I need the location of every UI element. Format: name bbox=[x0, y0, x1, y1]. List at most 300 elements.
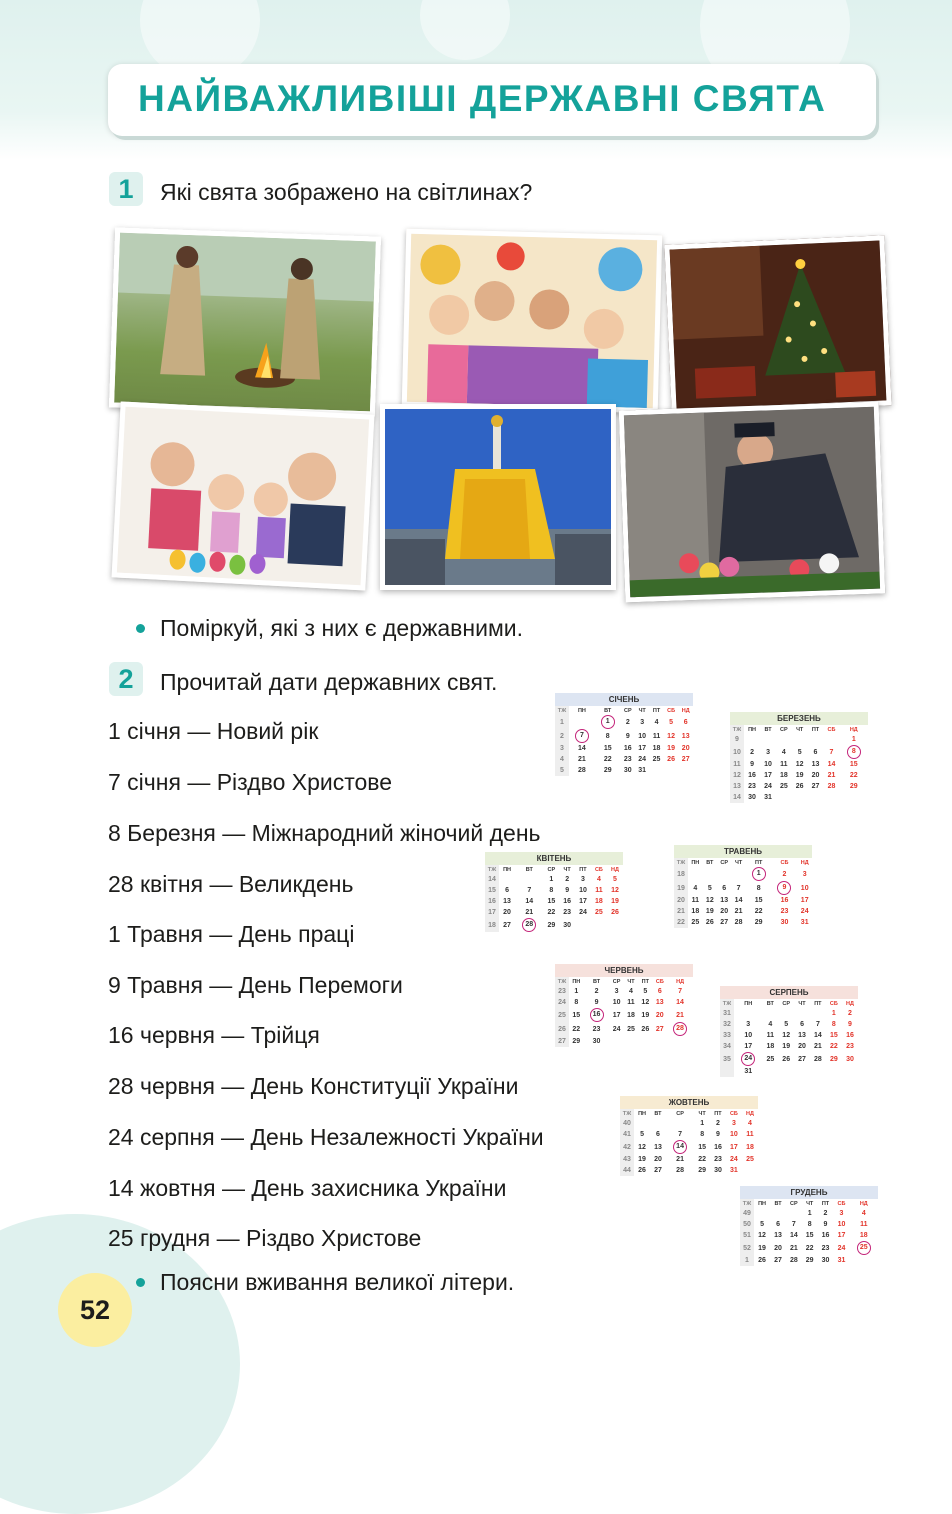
calendar-day: 21 bbox=[827, 772, 836, 779]
calendar-weekday: ВТ bbox=[774, 1200, 782, 1207]
calendar-day bbox=[810, 1066, 826, 1077]
calendar-day bbox=[792, 734, 808, 745]
calendar-day: 31 bbox=[764, 794, 772, 801]
calendar-week-number: 33 bbox=[720, 1030, 734, 1041]
calendar-week-number: 9 bbox=[730, 734, 744, 745]
calendar-day: 28 bbox=[813, 1055, 822, 1063]
calendar-weekday: СБ bbox=[780, 859, 789, 866]
calendar-week-number: 25 bbox=[555, 1008, 569, 1022]
calendar-day: 17 bbox=[744, 1043, 753, 1050]
calendar-week-number: 11 bbox=[730, 759, 744, 770]
calendar-day bbox=[575, 918, 591, 932]
calendar-day bbox=[667, 1022, 693, 1036]
calendar-day: 24 bbox=[730, 1156, 738, 1163]
calendar-day bbox=[762, 1008, 778, 1019]
calendar-day: 8 bbox=[756, 884, 761, 892]
calendar-weekday: СБ bbox=[667, 707, 676, 714]
calendar-day: 20 bbox=[654, 1156, 662, 1163]
calendar-day bbox=[569, 715, 595, 729]
calendar-day: 13 bbox=[811, 761, 820, 768]
calendar-day: 25 bbox=[766, 1055, 775, 1063]
calendar-day: 31 bbox=[837, 1257, 846, 1264]
calendar-december bbox=[740, 1186, 878, 1266]
photo-christmas-tree bbox=[664, 235, 891, 414]
calendar-week-number: 50 bbox=[740, 1219, 754, 1230]
calendar-day: 30 bbox=[714, 1167, 722, 1174]
calendar-day: 6 bbox=[813, 748, 818, 756]
calendar-day: 13 bbox=[681, 732, 690, 740]
calendar-week-number: 15 bbox=[485, 885, 499, 896]
calendar-day: 27 bbox=[720, 919, 729, 926]
calendar-day: 12 bbox=[758, 1232, 766, 1239]
calendar-day bbox=[746, 867, 772, 881]
calendar-week-number: 4 bbox=[555, 754, 569, 765]
calendar-week-number: 26 bbox=[555, 1022, 569, 1036]
calendar-day: 15 bbox=[849, 761, 858, 768]
calendar-day: 9 bbox=[565, 887, 570, 894]
calendar-day: 11 bbox=[627, 999, 635, 1006]
calendar-day: 14 bbox=[734, 897, 743, 904]
calendar-week-number: 19 bbox=[674, 881, 688, 895]
calendar-highlighted-day: 16 bbox=[590, 1008, 604, 1022]
calendar-day bbox=[826, 1066, 842, 1077]
calendar-weekday: ТЖ bbox=[620, 1109, 634, 1118]
calendar-day bbox=[842, 1066, 858, 1077]
calendar-day bbox=[731, 867, 745, 881]
calendar-month-title: СІЧЕНЬ bbox=[555, 693, 693, 706]
calendar-day: 3 bbox=[746, 1021, 751, 1028]
calendar-day: 10 bbox=[612, 999, 621, 1006]
calendar-highlighted-day: 24 bbox=[741, 1052, 755, 1066]
calendar-day: 12 bbox=[705, 897, 714, 904]
calendar-day: 31 bbox=[744, 1068, 753, 1075]
calendar-day bbox=[569, 729, 595, 743]
calendar-day: 21 bbox=[578, 756, 586, 763]
calendar-weekday: НД bbox=[849, 726, 858, 733]
calendar-day: 4 bbox=[596, 876, 601, 883]
calendar-day: 26 bbox=[667, 756, 675, 763]
calendar-day: 1 bbox=[807, 1210, 812, 1217]
calendar-day: 20 bbox=[798, 1043, 806, 1050]
calendar-week-number: 5 bbox=[555, 765, 569, 776]
calendar-day bbox=[762, 1066, 778, 1077]
calendar-day bbox=[515, 874, 543, 885]
calendar-highlighted-day: 1 bbox=[601, 715, 615, 729]
calendar-day: 21 bbox=[813, 1043, 822, 1050]
calendar-highlighted-day: 9 bbox=[777, 881, 791, 895]
calendar-day: 13 bbox=[654, 1143, 662, 1151]
calendar-day: 19 bbox=[667, 745, 675, 752]
calendar-day: 13 bbox=[720, 897, 729, 904]
calendar-week-number: 35 bbox=[720, 1052, 734, 1066]
date-line: 1 Травня — День праці bbox=[108, 921, 355, 947]
calendar-month-title: БЕРЕЗЕНЬ bbox=[730, 712, 868, 725]
calendar-day bbox=[840, 792, 868, 803]
calendar-day: 30 bbox=[846, 1055, 854, 1063]
calendar-day: 15 bbox=[698, 1143, 707, 1151]
calendar-weekday: ВТ bbox=[604, 707, 612, 714]
calendar-week-number: 21 bbox=[674, 906, 688, 917]
calendar-month-title: СЕРПЕНЬ bbox=[720, 986, 858, 999]
calendar-day bbox=[823, 792, 839, 803]
calendar-day bbox=[808, 734, 824, 745]
date-line: 9 Травня — День Перемоги bbox=[108, 972, 403, 998]
calendar-day bbox=[515, 918, 543, 932]
calendar-weekday: ВТ bbox=[592, 978, 601, 985]
calendar-weekday: СР bbox=[676, 1110, 684, 1117]
calendar-day: 22 bbox=[805, 1244, 814, 1252]
calendar-day: 15 bbox=[572, 1011, 581, 1019]
calendar-day: 13 bbox=[774, 1232, 782, 1239]
task-2-text: Прочитай дати державних свят. bbox=[160, 669, 498, 695]
calendar-day: 8 bbox=[549, 887, 554, 894]
calendar-day bbox=[609, 1036, 623, 1047]
calendar-day: 22 bbox=[603, 756, 612, 763]
calendar-day: 5 bbox=[643, 988, 648, 995]
calendar-month-title: ТРАВЕНЬ bbox=[674, 845, 812, 858]
calendar-day: 27 bbox=[681, 756, 690, 763]
calendar-day: 23 bbox=[623, 756, 632, 763]
calendar-day: 11 bbox=[766, 1032, 775, 1039]
calendar-day: 1 bbox=[831, 1010, 836, 1017]
decor-bubble bbox=[420, 0, 510, 60]
date-line: 28 червня — День Конституції України bbox=[108, 1073, 519, 1099]
calendar-day: 4 bbox=[693, 884, 698, 892]
calendar-weekday: СБ bbox=[655, 978, 664, 985]
calendar-day: 7 bbox=[678, 988, 683, 995]
calendar-day: 30 bbox=[748, 794, 756, 801]
calendar-week-number: 43 bbox=[620, 1154, 634, 1165]
calendar-day: 9 bbox=[848, 1021, 852, 1028]
calendar-week-number: 40 bbox=[620, 1118, 634, 1129]
calendar-highlighted-day: 28 bbox=[673, 1022, 687, 1036]
calendar-highlighted-day: 14 bbox=[673, 1140, 687, 1154]
calendar-day: 1 bbox=[549, 876, 554, 883]
calendar-day: 1 bbox=[700, 1120, 705, 1127]
calendar-day: 21 bbox=[676, 1011, 684, 1019]
calendar-week-number: 22 bbox=[674, 917, 688, 928]
calendar-day: 25 bbox=[779, 783, 788, 790]
calendar-weekday: СР bbox=[780, 726, 788, 733]
calendar-weekday: ПТ bbox=[579, 866, 587, 873]
task-1-text: Які свята зображено на світлинах? bbox=[160, 179, 533, 205]
calendar-day: 4 bbox=[861, 1210, 866, 1217]
page-number: 52 bbox=[58, 1273, 132, 1347]
calendar-week-number: 14 bbox=[730, 792, 744, 803]
calendar-day: 17 bbox=[612, 1011, 621, 1019]
calendar-march bbox=[730, 712, 868, 803]
calendar-day: 7 bbox=[829, 748, 834, 756]
date-line: 28 квітня — Великдень bbox=[108, 871, 354, 897]
calendar-day: 22 bbox=[754, 908, 763, 915]
bullet-dot bbox=[136, 1278, 145, 1287]
calendar-weekday: ЧТ bbox=[698, 1110, 706, 1117]
calendar-day bbox=[717, 867, 731, 881]
calendar-weekday: ВТ bbox=[764, 726, 772, 733]
calendar-day: 28 bbox=[578, 767, 586, 774]
calendar-week-number: 20 bbox=[674, 895, 688, 906]
calendar-day: 29 bbox=[829, 1055, 838, 1063]
calendar-day: 17 bbox=[730, 1143, 738, 1151]
calendar-day: 3 bbox=[802, 870, 807, 878]
calendar-weekday: СР bbox=[790, 1200, 798, 1207]
calendar-day: 16 bbox=[821, 1232, 830, 1239]
calendar-day: 12 bbox=[795, 761, 804, 768]
calendar-day: 31 bbox=[638, 767, 647, 774]
calendar-day: 19 bbox=[758, 1244, 766, 1252]
calendar-day: 22 bbox=[698, 1156, 707, 1163]
calendar-day: 8 bbox=[605, 732, 610, 740]
calendar-day bbox=[792, 792, 808, 803]
calendar-month-title: КВІТЕНЬ bbox=[485, 852, 623, 865]
calendar-day: 26 bbox=[782, 1055, 791, 1063]
calendar-day: 15 bbox=[603, 745, 612, 752]
calendar-weekday: ПН bbox=[503, 866, 512, 873]
calendar-day: 29 bbox=[805, 1257, 814, 1264]
photo-easter-family bbox=[112, 401, 375, 590]
calendar-weekday: СБ bbox=[837, 1200, 846, 1207]
calendar-week-number: 2 bbox=[555, 729, 569, 743]
calendar-day: 9 bbox=[594, 999, 599, 1006]
calendar-day: 19 bbox=[705, 908, 714, 915]
calendar-day: 18 bbox=[652, 745, 661, 752]
calendar-day: 5 bbox=[707, 884, 712, 892]
calendar-day: 19 bbox=[641, 1011, 650, 1019]
calendar-day: 26 bbox=[611, 909, 619, 916]
calendar-highlighted-day: 7 bbox=[575, 729, 589, 743]
calendar-day: 11 bbox=[860, 1221, 868, 1228]
calendar-day bbox=[653, 1036, 668, 1047]
calendar-day: 30 bbox=[563, 921, 572, 929]
calendar-day bbox=[742, 1165, 758, 1176]
calendar-weekday: ПТ bbox=[652, 707, 661, 714]
calendar-day: 2 bbox=[565, 876, 570, 883]
calendar-day: 10 bbox=[744, 1032, 753, 1039]
calendar-day: 28 bbox=[676, 1167, 684, 1174]
calendar-week-number: 49 bbox=[740, 1208, 754, 1219]
calendar-day: 7 bbox=[527, 887, 532, 894]
calendar-day: 7 bbox=[678, 1131, 683, 1138]
calendar-day: 27 bbox=[503, 921, 511, 929]
calendar-day: 19 bbox=[611, 898, 619, 905]
calendar-day: 13 bbox=[655, 999, 664, 1006]
calendar-weekday: ВТ bbox=[706, 859, 714, 866]
calendar-day: 20 bbox=[655, 1011, 664, 1019]
calendar-day: 26 bbox=[795, 783, 804, 790]
calendar-day: 22 bbox=[572, 1025, 581, 1033]
calendar-day bbox=[624, 1036, 638, 1047]
calendar-weekday: СБ bbox=[594, 866, 603, 873]
calendar-day: 8 bbox=[574, 999, 579, 1006]
calendar-week-number: 14 bbox=[485, 874, 499, 885]
calendar-day bbox=[778, 1066, 794, 1077]
calendar-day: 21 bbox=[734, 908, 743, 915]
calendar-weekday: СБ bbox=[829, 1000, 838, 1007]
calendar-day bbox=[664, 765, 679, 776]
calendar-day: 4 bbox=[768, 1021, 773, 1028]
calendar-day: 1 bbox=[574, 988, 579, 995]
calendar-day: 31 bbox=[800, 919, 809, 926]
calendar-day: 27 bbox=[798, 1055, 806, 1063]
calendar-weekday: СР bbox=[547, 866, 556, 873]
calendar-week-number: 18 bbox=[485, 918, 499, 932]
calendar-day: 23 bbox=[748, 783, 756, 790]
calendar-day: 19 bbox=[782, 1043, 791, 1050]
calendar-weekday: ЧТ bbox=[627, 978, 635, 985]
date-line: 1 січня — Новий рік bbox=[108, 718, 319, 744]
calendar-day: 2 bbox=[848, 1010, 852, 1017]
calendar-weekday: ТЖ bbox=[485, 865, 499, 874]
calendar-weekday: ТЖ bbox=[555, 706, 569, 715]
calendar-day: 27 bbox=[774, 1257, 782, 1264]
calendar-day bbox=[650, 1118, 666, 1129]
calendar-weekday: ПН bbox=[758, 1200, 767, 1207]
calendar-day: 3 bbox=[766, 748, 770, 756]
calendar-day bbox=[734, 1052, 762, 1066]
calendar-day: 25 bbox=[595, 909, 603, 916]
calendar-weekday: ТЖ bbox=[740, 1199, 754, 1208]
calendar-may bbox=[674, 845, 812, 928]
task-number-1: 1 bbox=[109, 172, 143, 206]
calendar-week-number: 31 bbox=[720, 1008, 734, 1019]
calendar-day bbox=[703, 867, 717, 881]
calendar-day: 20 bbox=[774, 1244, 782, 1252]
calendar-day: 20 bbox=[503, 909, 511, 916]
calendar-day: 2 bbox=[782, 870, 787, 878]
calendar-weekday: ТЖ bbox=[730, 725, 744, 734]
calendar-day: 6 bbox=[722, 884, 727, 892]
calendar-day: 11 bbox=[595, 887, 603, 894]
calendar-day bbox=[607, 918, 623, 932]
calendar-day: 18 bbox=[746, 1143, 754, 1151]
calendar-day: 23 bbox=[714, 1156, 722, 1163]
calendar-day: 11 bbox=[652, 732, 661, 740]
calendar-day bbox=[499, 874, 515, 885]
calendar-day: 6 bbox=[776, 1221, 780, 1228]
calendar-day: 4 bbox=[654, 718, 659, 726]
calendar-day bbox=[776, 792, 792, 803]
corner-decoration bbox=[0, 1214, 240, 1514]
calendar-day bbox=[678, 765, 693, 776]
calendar-weekday: ЧТ bbox=[734, 859, 743, 866]
calendar-day: 26 bbox=[705, 919, 714, 926]
calendar-day: 2 bbox=[716, 1120, 720, 1127]
calendar-week-number: 1 bbox=[740, 1255, 754, 1266]
calendar-day: 20 bbox=[720, 908, 729, 915]
calendar-day bbox=[808, 792, 824, 803]
calendar-weekday: НД bbox=[681, 707, 690, 714]
calendar-week-number: 1 bbox=[555, 715, 569, 729]
calendar-day bbox=[810, 1008, 826, 1019]
calendar-day: 15 bbox=[754, 897, 763, 904]
calendar-august bbox=[720, 986, 858, 1077]
calendar-april bbox=[485, 852, 623, 932]
calendar-day bbox=[734, 1008, 762, 1019]
calendar-day: 22 bbox=[849, 772, 858, 779]
calendar-day bbox=[667, 1036, 693, 1047]
calendar-day: 14 bbox=[525, 898, 534, 905]
calendar-day: 14 bbox=[578, 745, 586, 752]
calendar-week-number: 52 bbox=[740, 1241, 754, 1255]
date-line: 14 жовтня — День захисника України bbox=[108, 1175, 507, 1201]
calendar-day: 19 bbox=[795, 772, 804, 779]
calendar-day: 20 bbox=[811, 772, 820, 779]
calendar-day: 23 bbox=[846, 1043, 854, 1050]
calendar-day: 9 bbox=[625, 732, 630, 740]
calendar-day: 9 bbox=[750, 761, 754, 768]
calendar-day: 10 bbox=[730, 1131, 738, 1138]
calendar-weekday: ВТ bbox=[654, 1110, 662, 1117]
calendar-day: 12 bbox=[641, 999, 650, 1006]
calendar-day: 24 bbox=[638, 756, 647, 763]
calendar-day: 6 bbox=[505, 887, 509, 894]
calendar-day bbox=[666, 1118, 694, 1129]
calendar-weekday: ПН bbox=[577, 707, 586, 714]
calendar-day: 28 bbox=[789, 1257, 798, 1264]
calendar-day bbox=[850, 1241, 878, 1255]
calendar-day: 30 bbox=[821, 1257, 830, 1264]
calendar-day: 22 bbox=[547, 909, 556, 916]
calendar-day: 7 bbox=[815, 1021, 820, 1028]
calendar-day: 25 bbox=[652, 756, 661, 763]
calendar-day: 25 bbox=[746, 1156, 754, 1163]
calendar-day: 24 bbox=[764, 783, 772, 790]
calendar-day: 10 bbox=[764, 761, 772, 768]
calendar-day bbox=[649, 765, 663, 776]
calendar-day bbox=[850, 1255, 878, 1266]
calendar-weekday: ПТ bbox=[714, 1110, 722, 1117]
task-number-2: 2 bbox=[109, 662, 143, 696]
calendar-day: 26 bbox=[758, 1257, 766, 1264]
calendar-day: 10 bbox=[800, 884, 809, 892]
calendar-day: 12 bbox=[638, 1143, 646, 1151]
calendar-day: 3 bbox=[839, 1210, 844, 1217]
calendar-day: 28 bbox=[734, 919, 743, 926]
calendar-day: 18 bbox=[779, 772, 788, 779]
calendar-day: 16 bbox=[748, 772, 756, 779]
calendar-highlighted-day: 1 bbox=[752, 867, 766, 881]
calendar-weekday: ТЖ bbox=[555, 977, 569, 986]
calendar-week-number: 41 bbox=[620, 1129, 634, 1140]
calendar-weekday: ПТ bbox=[641, 978, 649, 985]
calendar-day: 30 bbox=[623, 767, 632, 774]
calendar-day: 24 bbox=[612, 1025, 621, 1033]
date-line: 24 серпня — День Незалежності України bbox=[108, 1124, 544, 1150]
calendar-weekday: СР bbox=[623, 707, 632, 714]
calendar-day: 3 bbox=[640, 718, 645, 726]
photo-kupala-bonfire bbox=[109, 227, 381, 416]
calendar-month-title: ЧЕРВЕНЬ bbox=[555, 964, 693, 977]
calendar-day: 18 bbox=[766, 1043, 775, 1050]
calendar-day: 18 bbox=[859, 1232, 868, 1239]
calendar-month-title: ЖОВТЕНЬ bbox=[620, 1096, 758, 1109]
calendar-day: 27 bbox=[811, 783, 820, 790]
calendar-weekday: ПН bbox=[744, 1000, 753, 1007]
bullet-1-text: Поміркуй, які з них є державними. bbox=[160, 615, 524, 641]
calendar-day: 5 bbox=[797, 748, 802, 756]
calendar-week-number: 3 bbox=[555, 743, 569, 754]
calendar-weekday: ПН bbox=[638, 1110, 647, 1117]
calendar-day: 30 bbox=[780, 919, 789, 926]
calendar-weekday: ПТ bbox=[821, 1200, 830, 1207]
calendar-day: 26 bbox=[638, 1167, 646, 1174]
calendar-day: 18 bbox=[595, 898, 603, 905]
calendar-day: 10 bbox=[579, 887, 587, 894]
calendar-week-number bbox=[720, 1066, 734, 1077]
calendar-day: 16 bbox=[714, 1143, 722, 1151]
calendar-day: 12 bbox=[667, 732, 675, 740]
calendar-day: 16 bbox=[780, 897, 789, 904]
